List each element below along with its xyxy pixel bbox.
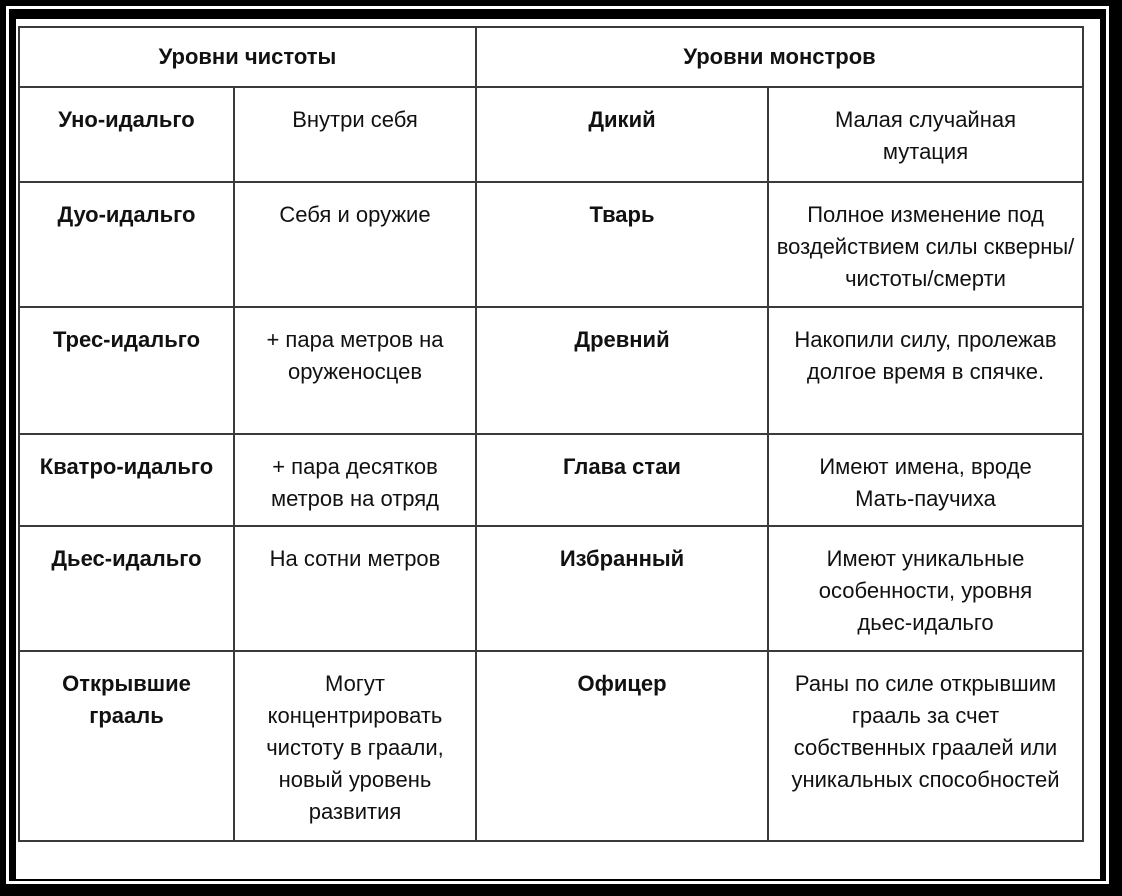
- purity-level-name: Трес-идальго: [19, 307, 234, 434]
- levels-table: [18, 26, 1084, 842]
- purity-level-desc: + пара метров на оруженосцев: [234, 307, 476, 434]
- purity-level-name: Уно-идальго: [19, 87, 234, 182]
- purity-level-desc: Себя и оружие: [234, 182, 476, 307]
- monster-level-desc: Имеют уникальные особенности, уровня дьес-идальго: [768, 526, 1083, 651]
- header-purity-levels: Уровни чистоты: [19, 27, 476, 87]
- monster-level-desc: Накопили силу, пролежав долгое время в спячке.: [768, 307, 1083, 434]
- purity-level-desc: Могут концентрировать чистоту в граали, новый уровень развития: [234, 651, 476, 841]
- monster-level-name: Офицер: [476, 651, 768, 841]
- header-monster-levels: Уровни монстров: [476, 27, 1083, 87]
- document-sheet: [16, 19, 1100, 879]
- monster-level-desc: Имеют имена, вроде Мать-паучиха: [768, 434, 1083, 526]
- purity-level-name: Дьес-идальго: [19, 526, 234, 651]
- table-row: [19, 87, 1083, 182]
- monster-level-desc: Полное изменение под воздействием силы скверны/чистоты/смерти: [768, 182, 1083, 307]
- monster-level-desc: Малая случайная мутация: [768, 87, 1083, 182]
- table-row: [19, 651, 1083, 841]
- table-row: [19, 307, 1083, 434]
- purity-level-name: Дуо-идальго: [19, 182, 234, 307]
- purity-level-desc: Внутри себя: [234, 87, 476, 182]
- table-row: [19, 434, 1083, 526]
- table-row: [19, 182, 1083, 307]
- table-row: [19, 526, 1083, 651]
- purity-level-desc: На сотни метров: [234, 526, 476, 651]
- purity-level-name: Открывшие грааль: [19, 651, 234, 841]
- table-header-row: [19, 27, 1083, 87]
- purity-level-name: Кватро-идальго: [19, 434, 234, 526]
- monster-level-desc: Раны по силе открывшим грааль за счет собственных граалей или уникальных способностей: [768, 651, 1083, 841]
- monster-level-name: Древний: [476, 307, 768, 434]
- monster-level-name: Избранный: [476, 526, 768, 651]
- monster-level-name: Дикий: [476, 87, 768, 182]
- monster-level-name: Глава стаи: [476, 434, 768, 526]
- monster-level-name: Тварь: [476, 182, 768, 307]
- purity-level-desc: + пара десятков метров на отряд: [234, 434, 476, 526]
